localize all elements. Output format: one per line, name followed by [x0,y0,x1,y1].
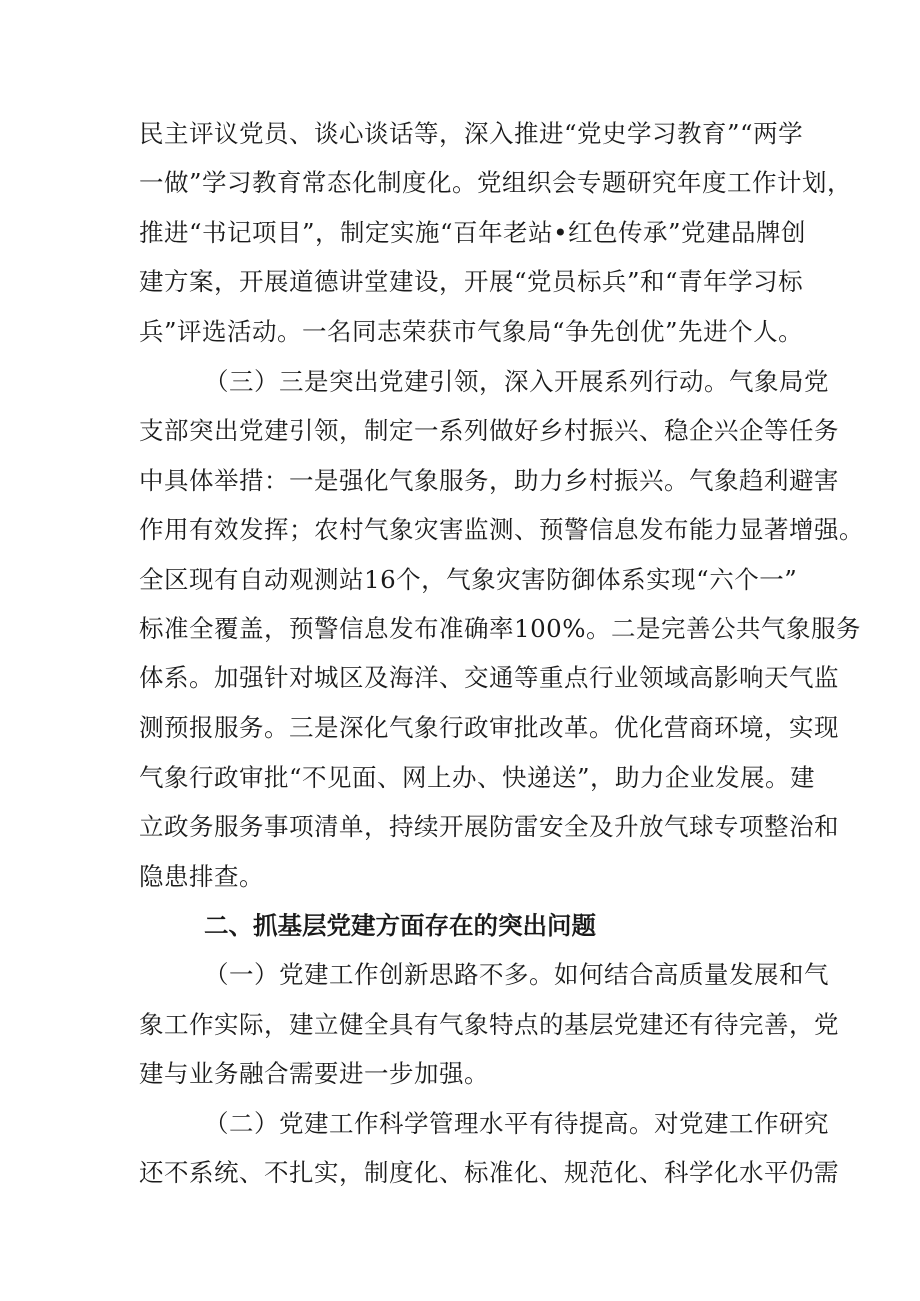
paragraph-line: 支部突出党建引领，制定一系列做好乡村振兴、稳企兴企等任务 [139,416,839,445]
paragraph-line: （二）党建工作科学管理水平有待提高。对党建工作研究 [204,1109,829,1138]
paragraph-line: 立政务服务事项清单，持续开展防雷安全及升放气球专项整治和 [139,812,839,841]
paragraph-line: 气象行政审批“不见面、网上办、快递送”，助力企业发展。建 [139,763,816,792]
paragraph-line: 隐患排查。 [139,862,264,891]
paragraph-line: 全区现有自动观测站16个，气象灾害防御体系实现“六个一” [139,565,798,594]
paragraph-line: 体系。加强针对城区及海洋、交通等重点行业领域高影响天气监 [139,663,839,692]
paragraph-line: 一做”学习教育常态化制度化。党组织会专题研究年度工作计划， [139,168,853,197]
paragraph-line: 兵”评选活动。一名同志荣获市气象局“争先创优”先进个人。 [139,317,804,346]
paragraph-line: 民主评议党员、谈心谈话等，深入推进“党史学习教育”“两学 [139,119,804,148]
paragraph-line: （三）三是突出党建引领，深入开展系列行动。气象局党 [204,367,829,396]
paragraph-line: 还不系统、不扎实，制度化、标准化、规范化、科学化水平仍需 [139,1158,839,1187]
paragraph-line: 推进“书记项目”，制定实施“百年老站•红色传承”党建品牌创 [139,218,807,247]
paragraph-line: 测预报服务。三是深化气象行政审批改革。优化营商环境，实现 [139,713,839,742]
paragraph-line: 象工作实际，建立健全具有气象特点的基层党建还有待完善，党 [139,1010,839,1039]
paragraph-line: 作用有效发挥；农村气象灾害监测、预警信息发布能力显著增强。 [139,515,864,544]
paragraph-line: 建与业务融合需要进一步加强。 [139,1059,489,1088]
paragraph-line: 建方案，开展道德讲堂建设，开展“党员标兵”和“青年学习标 [139,267,804,296]
paragraph-line: （一）党建工作创新思路不多。如何结合高质量发展和气 [204,960,829,989]
paragraph-line: 标准全覆盖，预警信息发布准确率100%。二是完善公共气象服务 [139,614,862,643]
section-heading: 二、抓基层党建方面存在的突出问题 [204,911,596,940]
paragraph-line: 中具体举措：一是强化气象服务，助力乡村振兴。气象趋利避害 [139,466,839,495]
